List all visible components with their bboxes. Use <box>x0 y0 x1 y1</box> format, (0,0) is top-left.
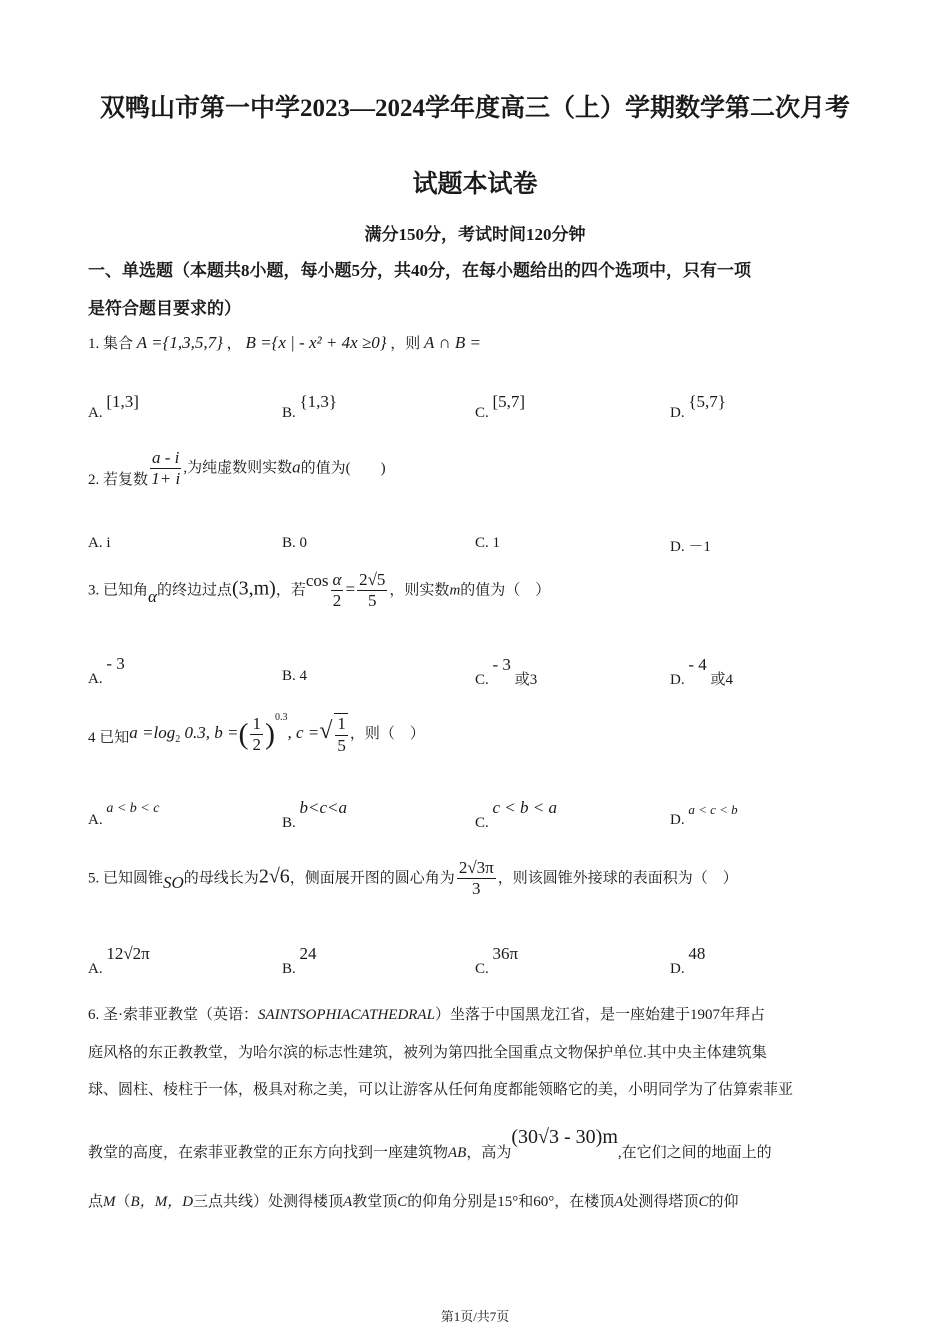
q6-line1-a: 6. 圣·索菲亚教堂（英语： <box>88 1007 258 1023</box>
q2-option-c-value: 1 <box>492 535 501 551</box>
q3-option-c-value: - 3 <box>492 655 511 674</box>
q6-line5-d: 教堂顶 <box>352 1194 398 1210</box>
q6-line5-g: 的仰 <box>708 1194 739 1210</box>
q6-line5-b: （ <box>115 1194 131 1210</box>
section-heading-line1: 一、单选题（本题共8小题，每小题5分，共40分，在每小题给出的四个选项中，只有一项 <box>88 261 751 280</box>
question-3 <box>88 570 550 612</box>
q5-option-c-label: C. <box>475 961 489 977</box>
q4-option-d-label: D. <box>670 812 685 828</box>
q6-line5-a-point: A <box>343 1194 353 1210</box>
q1-ask: A ∩ B = <box>424 333 481 352</box>
q1-set-b: B ={x | - x² + 4x ≥0} <box>245 333 387 352</box>
q2-option-a-label: A. <box>88 535 103 551</box>
q5-option-b <box>282 944 317 977</box>
q5-option-c <box>475 944 519 977</box>
q6-line1 <box>88 1003 863 1024</box>
q1-option-d-label: D. <box>670 405 685 421</box>
q5-angle-num: 2√3π <box>457 858 496 879</box>
question-5 <box>88 858 738 900</box>
q6-line5 <box>88 1190 863 1211</box>
q3-option-d-label: D. <box>670 672 685 688</box>
q2-option-b <box>282 535 307 552</box>
q5-option-a-label: A. <box>88 961 103 977</box>
q3-option-b-value: 4 <box>299 668 308 684</box>
q1-prefix: 1. 集合 <box>88 336 134 352</box>
q3-option-a-value: - 3 <box>106 654 125 673</box>
q4-b-fraction <box>250 714 263 756</box>
q3-option-c-extra: 或3 <box>514 672 538 688</box>
q5-angle-den: 3 <box>472 879 481 899</box>
q3-rhs <box>357 570 387 612</box>
q4-option-c-value: c < b < a <box>492 798 558 817</box>
q2-prefix: 2. 若复数 <box>88 472 149 489</box>
q3-option-b-label: B. <box>282 668 296 684</box>
q5-option-d-value: 48 <box>688 944 706 963</box>
q1-option-a <box>88 392 139 421</box>
q2-option-a <box>88 535 111 552</box>
q4-c-fraction <box>334 713 348 756</box>
q4-option-b-label: B. <box>282 815 296 831</box>
q6-line5-a-point-2: A <box>614 1194 624 1210</box>
exam-title: 双鸭山市第一中学2023—2024学年度高三（上）学期数学第二次月考 <box>99 95 850 122</box>
q6-line5-m: M <box>103 1194 116 1210</box>
q4-b-exp: 0.3 <box>274 712 288 723</box>
q1-option-c <box>475 392 526 421</box>
section-heading-line2: 是符合题目要求的） <box>88 299 241 318</box>
score-info: 满分150分，考试时间120分钟 <box>364 225 586 244</box>
q1-option-c-value: [5,7] <box>492 392 526 411</box>
q2-var: a <box>292 457 301 477</box>
q1-comma: ， <box>226 336 242 352</box>
page-footer: 第1页/共7页 <box>440 1309 510 1324</box>
q5-suffix: ，则该圆锥外接球的表面积为（ ） <box>497 870 738 887</box>
q6-line5-a: 点 <box>88 1194 104 1210</box>
q6-line5-c-point: C <box>397 1194 408 1210</box>
q1-option-b-value: {1,3} <box>299 392 338 411</box>
q5-angle <box>457 858 496 900</box>
q2-option-b-value: 0 <box>299 535 308 551</box>
question-2 <box>88 448 386 490</box>
q3-suffix: ，则实数 <box>389 582 450 599</box>
q6-line5-c-point-2: C <box>698 1194 709 1210</box>
q6-line1-b: ）坐落于中国黑龙江省，是一座始建于1907年拜占 <box>434 1007 765 1023</box>
q4-option-a-label: A. <box>88 812 103 828</box>
q4-prefix: 4 已知 <box>88 730 130 746</box>
q4-b-den: 2 <box>252 735 261 755</box>
q4-option-d <box>670 802 738 828</box>
q5-option-d-label: D. <box>670 961 685 977</box>
q6-height: (30√3 - 30)m <box>511 1126 618 1148</box>
q2-option-d-value: －1 <box>688 539 711 555</box>
q1-option-d-value: {5,7} <box>688 392 726 411</box>
q6-line5-c: 三点共线）处测得楼顶 <box>193 1194 344 1210</box>
q1-set-a: A ={1,3,5,7} <box>136 333 223 352</box>
q4-option-d-value: a < c < b <box>688 802 738 817</box>
q4-b-num: 1 <box>250 714 263 735</box>
q5-cone: SO <box>163 873 184 893</box>
q3-half-alpha <box>331 570 344 612</box>
q3-mid: 的终边过点 <box>156 582 232 599</box>
q2-fraction <box>150 448 181 490</box>
q2-option-d <box>670 535 711 556</box>
q6-line2: 庭风格的东正教教堂，为哈尔滨的标志性建筑，被列为第四批全国重点文物保护单位.其中央主体建筑集 <box>88 1045 767 1061</box>
q1-option-a-label: A. <box>88 405 103 421</box>
q3-alpha: α <box>148 587 157 607</box>
q5-option-a <box>88 944 150 977</box>
q3-option-a <box>88 654 125 687</box>
q5-mid: 的母线长为 <box>183 870 259 887</box>
q3-var: m <box>449 582 461 599</box>
q3-option-b <box>282 668 307 685</box>
q6-line5-e: 的仰角分别是15°和60°，在楼顶 <box>407 1194 615 1210</box>
q6-line3: 球、圆柱、棱柱于一体，极具对称之美，可以让游客从任何角度都能领略它的美，小明同学为了估算索菲亚 <box>88 1082 794 1098</box>
q6-line5-f: 处测得塔顶 <box>623 1194 699 1210</box>
q3-suffix2: 的值为（ ） <box>460 582 551 599</box>
q5-option-d <box>670 944 706 977</box>
q6-line1-en: SAINTSOPHIACATHEDRAL <box>258 1007 435 1023</box>
q4-suffix: ，则（ ） <box>349 726 425 742</box>
q4-a-rest: 0.3, b = <box>180 723 239 742</box>
q3-prefix: 3. 已知角 <box>88 582 149 599</box>
q3-rhs-den: 5 <box>368 591 377 611</box>
q3-eq: = <box>345 579 356 599</box>
q1-option-d <box>670 392 726 421</box>
q2-option-b-label: B. <box>282 535 296 551</box>
q3-option-d <box>670 654 734 688</box>
q2-option-c-label: C. <box>475 535 489 551</box>
q1-option-a-value: [1,3] <box>106 392 139 411</box>
q2-numerator: a - i <box>150 448 181 469</box>
q5-option-b-label: B. <box>282 961 296 977</box>
q4-option-b <box>282 798 348 831</box>
q5-prefix: 5. 已知圆锥 <box>88 870 164 887</box>
q5-length: 2√6 <box>258 865 290 888</box>
q5-option-c-value: 36π <box>492 944 519 963</box>
q3-option-a-label: A. <box>88 671 103 687</box>
q4-option-c <box>475 798 558 831</box>
q1-option-b <box>282 392 338 421</box>
q2-option-a-value: i <box>106 535 111 551</box>
q4-option-a <box>88 800 160 828</box>
q4-option-b-value: b<c<a <box>299 798 348 817</box>
q3-point: (3,m) <box>231 577 276 600</box>
q3-option-d-extra: 或4 <box>710 672 734 688</box>
exam-subtitle: 试题本试卷 <box>412 171 538 198</box>
q3-option-c <box>475 654 538 688</box>
q2-suffix2: 的值为( ) <box>300 460 386 477</box>
question-4: 4 已知$a =\log_2$ 0.3, b =( $\frac{1}{2}$ )$^{0.3}$, c =√ $\frac{1}{5}$ ，则（ ） <box>88 712 425 755</box>
q6-line4-ab: AB <box>448 1145 467 1161</box>
q4-c-num: 1 <box>335 714 348 735</box>
q4-c-den: 5 <box>337 735 346 755</box>
question-1 <box>88 332 481 353</box>
q1-option-b-label: B. <box>282 405 296 421</box>
q3-cos: cos <box>305 571 329 591</box>
q3-half-num: α <box>331 570 344 591</box>
q4-c-expr: , c = <box>287 723 320 742</box>
q5-mid2: ，侧面展开图的圆心角为 <box>289 870 455 887</box>
q5-option-a-value: 12√2π <box>106 944 150 963</box>
q3-option-d-value: - 4 <box>688 655 707 674</box>
q6-line4 <box>88 1126 863 1161</box>
q4-a-expr: a =log <box>129 723 176 742</box>
q2-option-c <box>475 535 500 552</box>
q2-denominator: 1+ i <box>151 469 181 489</box>
q2-option-d-label: D. <box>670 539 685 555</box>
q4-option-a-value: a < b < c <box>106 801 160 816</box>
q4-option-c-label: C. <box>475 815 489 831</box>
q4-log-base: 2 <box>175 734 181 745</box>
q6-line4-a: 教堂的高度，在索菲亚教堂的正东方向找到一座建筑物 <box>88 1145 449 1161</box>
q5-option-b-value: 24 <box>299 944 317 963</box>
q6-line4-c: ,在它们之间的地面上的 <box>617 1145 772 1161</box>
q1-suffix: ，则 <box>390 336 421 352</box>
q3-half-den: 2 <box>332 591 342 611</box>
q3-option-c-label: C. <box>475 672 489 688</box>
q6-line5-points: B，M，D <box>130 1194 194 1210</box>
q1-option-c-label: C. <box>475 405 489 421</box>
q3-mid2: ，若 <box>275 582 306 599</box>
q2-suffix: ,为纯虚数则实数 <box>183 460 293 477</box>
q6-line4-b: ，高为 <box>466 1145 512 1161</box>
q3-rhs-num: 2√5 <box>357 570 387 591</box>
